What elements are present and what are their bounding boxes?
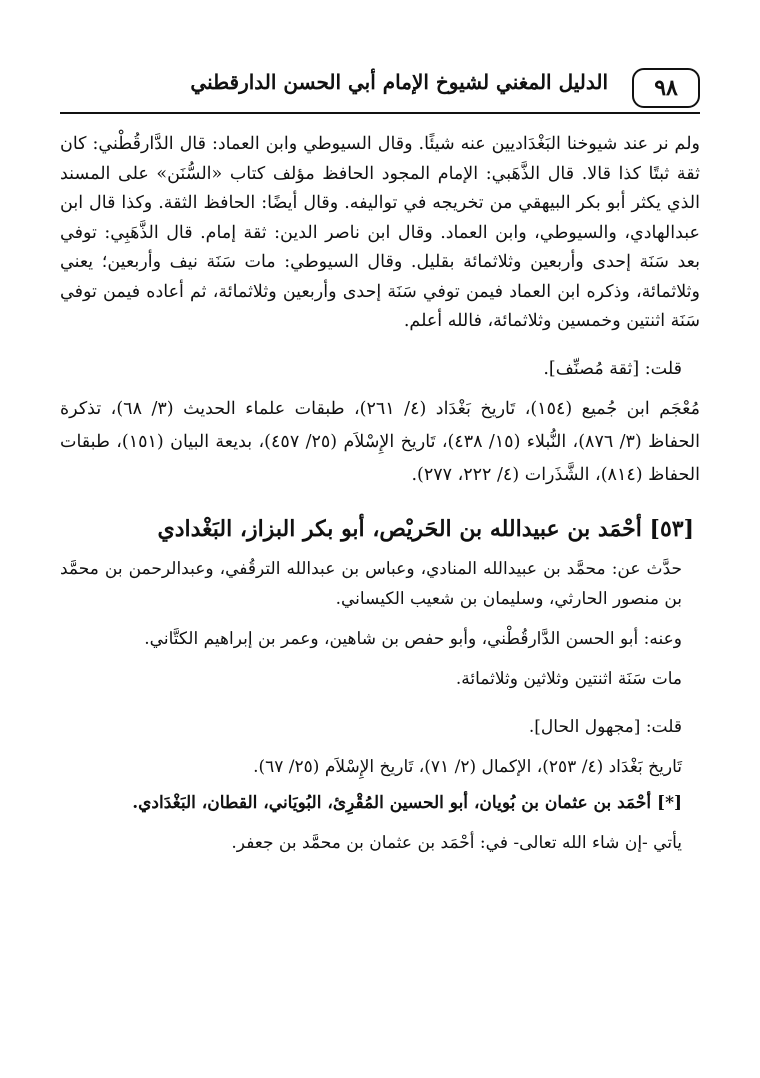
entry-verdict: قلت: [مجهول الحال]. [528, 716, 682, 737]
page-header [60, 60, 700, 114]
entry-students: وعنه: أبو الحسن الدَّارقُطْني، وأبو حفص بن شاهين، وعمر بن إبراهيم الكتَّاني. [144, 628, 682, 649]
biography-paragraph: ولم نر عند شيوخنا البَغْدَاديين عنه شيئًا. وقال السيوطي وابن العماد: قال الدَّارقُطْني: كان ثقة ثبتًا كذا قالا. قال الذَّهَبي: الإمام المجود الحافظ مؤلف كتاب «السُّنَن» على المسند الذي يكثر أبو بكر البيهقي من تخريجه في تواليفه. وقال أيضًا: الحافظ الثقة. وكذا قال ابن عبدالهادي، والسيوطي، وابن العماد. وقال ابن ناصر الدين: ثقة إمام. قال الذَّهَبِي: توفي بعد سَنَة إحدى وأربعين وثلاثمائة بقليل. وقال السيوطي: مات سَنَة نيف وأربعين؛ يعني وثلاثمائة، وذكره ابن العماد فيمن توفي سَنَة إحدى وأربعين وثلاثمائة، ثم أعاده فيمن توفي سَنَة اثنتين وخمسين وثلاثمائة، فالله أعلم. [60, 134, 700, 331]
source-references: مُعْجَم ابن جُميع (١٥٤)، تَاريخ بَغْدَاد (٤/ ٢٦١)، طبقات علماء الحديث (٣/ ٦٨)، تذكرة الحفاظ (٣/ ٨٧٦)، النُّبلاء (١٥/ ٤٣٨)، تَاريخ الإِسْلاَم (٢٥/ ٤٥٧)، بديعة البيان (١٥١)، طبقات الحفاظ (٨١٤)، الشَّذَرات (٤/ ٢٢٢، ٢٧٧). [60, 398, 700, 485]
entry-death: مات سَنَة اثنتين وثلاثين وثلاثمائة. [455, 668, 682, 689]
page [60, 60, 700, 858]
running-title: الدليل المغني لشيوخ الإمام أبي الحسن الدارقطني [190, 70, 608, 94]
entry-heading: [٥٣] أحْمَد بن عبيدالله بن الحَريْص، أبو بكر البزاز، البَغْدادي [157, 515, 694, 542]
author-verdict: قلت: [ثقة مُصنِّف]. [543, 358, 682, 379]
page-number: ٩٨ [632, 68, 700, 108]
entry-teachers: حدَّث عن: محمَّد بن عبيدالله المنادي، وعباس بن عبدالله الترقُفي، وعبدالرحمن بن محمَّد بن منصور الحارثي، وسليمان بن شعيب الكيساني. [60, 558, 682, 609]
crossref-text: يأتي -إن شاء الله تعالى- في: أحْمَد بن عثمان بن محمَّد بن جعفر. [231, 832, 682, 853]
crossref-heading: [*] أحْمَد بن عثمان بن بُويان، أبو الحسين المُقْرِئ، البُويَاني، القطان، البَغْدَادي. [132, 792, 682, 813]
entry-sources: تَاريخ بَغْدَاد (٤/ ٢٥٣)، الإكمال (٢/ ٧١)، تَاريخ الإِسْلاَم (٢٥/ ٦٧). [253, 756, 682, 777]
